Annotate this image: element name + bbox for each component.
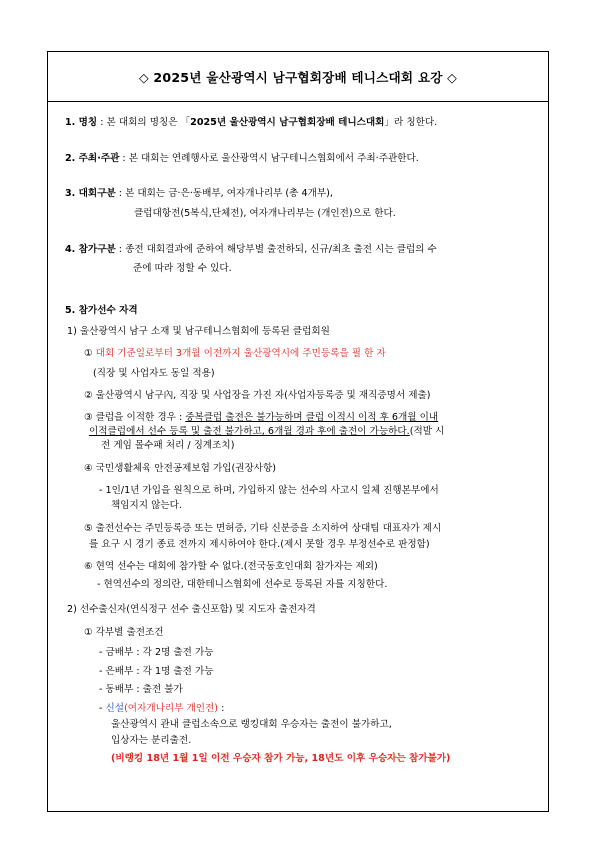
section-text: : 본 대회는 연례행사로 울산광역시 남구테니스협회에서 주최·주관한다. [119,153,419,164]
section-text: : 본 대회는 금·은·동배부, 여자개나리부 (총 4개부), [115,188,333,199]
item-4: ④ 국민생활체육 안전공제보험 가입(권장사항) [84,463,277,474]
item-3-cont: 전 게임 몰수패 처리 / 징계조치) [101,440,235,451]
item-4-sub: - 1인/1년 가입을 원칙으로 하며, 가입하지 않는 선수의 사고시 일체 진행본부에서 [99,485,439,496]
section-text-cont: 클럽대항전(5복식,단체전), 여자개나리부는 (개인전)으로 한다. [134,208,396,219]
rule-gold: - 금배부 : 각 2명 출전 가능 [99,647,214,658]
item-3-cont [89,425,444,439]
section-label: 2. 주최·주관 [65,153,120,164]
item-2: ② 울산광역시 남구內, 직장 및 사업장을 가진 자(사업자등록증 및 재직증명서 제출) [84,390,431,401]
section-label: 1. 명칭 [65,117,98,128]
item-3 [84,411,438,425]
item-5-cont: 를 요구 시 경기 종료 전까지 제시하여야 한다.(제시 못할 경우 부정선수로 판정함) [89,539,430,550]
section-text-cont: 준에 따라 정할 수 있다. [133,263,232,274]
item-6: ⑥ 현역 선수는 대회에 참가할 수 없다.(전국동호인대회 참가자는 제외) [84,561,378,572]
item-1 [84,347,386,361]
subsection-1: 1) 울산광역시 남구 소재 및 남구테니스협회에 등록된 클럽회원 [67,326,330,337]
section-host [65,152,419,166]
item-4-sub: 책임지지 않는다. [111,500,182,511]
item-1-sub: (직장 및 사업자도 동일 적용) [93,368,215,379]
item-number: ① [84,348,93,359]
item-text: 대회 기준일로부터 3개월 이전까지 울산광역시에 주민등록을 필 한 자 [95,348,386,359]
rule-dash: - [99,703,106,714]
item-conditions: ① 각부별 출전조건 [84,627,164,638]
rule-new-text: 입상자는 분리출전. [111,735,192,746]
section-label: 3. 대회구분 [65,188,116,199]
event-name: 2025년 울산광역시 남구협회장배 테니스대회 [190,117,385,128]
item-text-underlined: 중복클럽 출전은 불가능하며 클럽 이적시 이적 후 6개월 이내 [185,412,439,423]
item-5: ⑤ 출전선수는 주민등록증 또는 면허증, 기타 신분증을 소지하여 상대팀 대표자가 제시 [84,523,442,534]
section-name [65,116,437,130]
section-text: : 종전 대회결과에 준하여 해당부별 출전하되, 신규/최초 출전 시는 클럽의 수 [115,244,437,255]
section-participation [65,243,437,257]
section-heading: 5. 참가선수 자격 [65,305,138,316]
rule-new [99,702,224,716]
new-label: 신설 [105,703,125,714]
section-division [65,187,333,201]
rule-new-note: (비랭킹 18년 1월 1일 이전 우승자 참가 가능, 18년도 이후 우승자는 참가불가) [111,753,451,764]
document-title: ◇ 2025년 울산광역시 남구협회장배 테니스대회 요강 ◇ [48,52,548,102]
rule-silver: - 은배부 : 각 1명 출전 가능 [99,666,214,677]
section-text: 」라 칭한다. [384,117,438,128]
subsection-2: 2) 선수출신자(연식정구 선수 출신포함) 및 지도자 출전자격 [67,604,316,615]
new-division: (여자개나리부 개인전) [124,703,219,714]
section-text: : 본 대회의 명칭은 「 [97,117,191,128]
section-label: 4. 참가구분 [65,244,116,255]
item-text: ③ 클럽을 이적한 경우 : [84,412,186,423]
item-6-sub: - 현역선수의 정의란, 대한테니스협회에 선수로 등록된 자를 지칭한다. [97,579,388,590]
rule-colon: : [218,703,225,714]
item-text-underlined: 이적클럽에서 선수 등록 및 출전 불가하고, 6개월 경과 후에 출전이 가능하다. [89,426,410,437]
rule-new-text: 울산광역시 관내 클럽소속으로 랭킹대회 우승자는 출전이 불가하고, [111,719,392,730]
rule-bronze: - 동배부 : 출전 불가 [99,684,183,695]
item-text: (적발 시 [409,426,445,437]
